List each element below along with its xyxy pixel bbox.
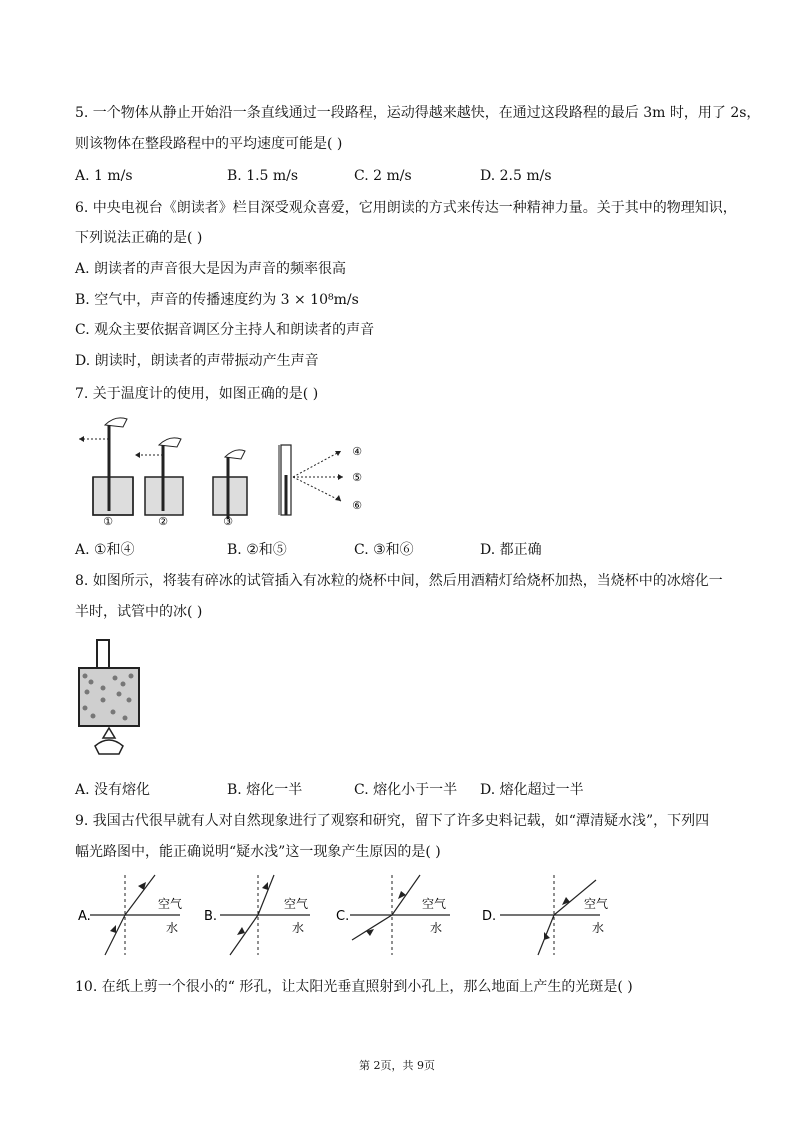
q7-label-5: ⑤ [352,471,362,484]
q8-option-b: B. 熔化一半 [227,782,303,798]
q8-beaker-figure [75,638,155,763]
q8-option-a: A. 没有熔化 [75,782,151,798]
q8-text-line1: 8. 如图所示，将装有碎冰的试管插入有冰粒的烧杯中间，然后用酒精灯给烧杯加热，当烧杯中的冰熔化一 [75,573,723,589]
q9-diagram-c [350,875,450,955]
q9-diagram-a [90,875,183,955]
q7-option-c: C. ③和⑥ [354,542,414,558]
q9-diagram-d [500,875,600,955]
q9-b-air-label: 空气 [284,897,309,911]
q6-option-d: D. 朗读时，朗读者的声带振动产生声音 [75,353,319,369]
q9-label-b: B. [204,909,218,924]
q6-option-c: C. 观众主要依据音调区分主持人和朗读者的声音 [75,322,375,338]
q9-c-air-label: 空气 [422,897,447,911]
q8-option-c: C. 熔化小于一半 [354,782,458,798]
q7-thermometer-figure [75,415,375,530]
thermometer-reading [279,445,343,515]
q9-label-d: D. [482,909,497,924]
q8-option-d: D. 熔化超过一半 [480,782,584,798]
q7-option-b: B. ②和⑤ [227,542,287,558]
q9-diagram-b [220,875,310,955]
q6-text-line2: 下列说法正确的是( ) [75,230,203,246]
q7-text-line1: 7. 关于温度计的使用，如图正确的是( ) [75,386,319,402]
q9-light-path-figure [70,870,630,960]
q7-option-d: D. 都正确 [480,542,542,558]
beaker-3 [213,450,247,519]
q7-label-4: ④ [352,445,362,458]
page-footer: 第 2页，共 9页 [359,1059,435,1072]
q5-option-c: C. 2 m/s [354,168,412,184]
beaker-2 [135,438,183,515]
q6-option-b: B. 空气中，声音的传播速度约为 3 × 10⁸m/s [75,292,359,308]
q5-text-line2: 则该物体在整段路程中的平均速度可能是( ) [75,136,343,152]
q7-option-a: A. ①和④ [75,542,135,558]
q9-b-water-label: 水 [292,921,305,935]
q9-text-line2: 幅光路图中，能正确说明“疑水浅”这一现象产生原因的是( ) [75,844,441,860]
q9-d-air-label: 空气 [584,897,609,911]
q7-label-2: ② [158,515,168,528]
q7-label-1: ① [103,515,113,528]
q9-label-a: A. [78,909,91,924]
q6-text-line1: 6. 中央电视台《朗读者》栏目深受观众喜爱，它用朗读的方式来传达一种精神力量。关于其中的物理知识， [75,200,737,216]
q7-label-3: ③ [223,515,233,528]
q9-label-c: C. [336,909,350,924]
q5-option-d: D. 2.5 m/s [480,168,552,184]
q5-option-a: A. 1 m/s [75,168,133,184]
q9-c-water-label: 水 [430,921,443,935]
q10-text-line1: 10. 在纸上剪一个很小的“ 形孔，让太阳光垂直照射到小孔上，那么地面上产生的光斑是( ) [75,979,633,995]
q9-a-water-label: 水 [166,921,179,935]
q8-text-line2: 半时，试管中的冰( ) [75,604,203,620]
q9-d-water-label: 水 [592,921,605,935]
beaker-1 [79,418,133,515]
q5-option-b: B. 1.5 m/s [227,168,299,184]
q7-label-6: ⑥ [352,499,362,512]
q9-text-line1: 9. 我国古代很早就有人对自然现象进行了观察和研究，留下了许多史料记载，如“潭清疑水浅”，下列四 [75,813,710,829]
q5-text-line1: 5. 一个物体从静止开始沿一条直线通过一段路程，运动得越来越快，在通过这段路程的最后 3m 时，用了 2s， [75,105,761,121]
q9-a-air-label: 空气 [158,897,183,911]
q6-option-a: A. 朗读者的声音很大是因为声音的频率很高 [75,261,347,277]
